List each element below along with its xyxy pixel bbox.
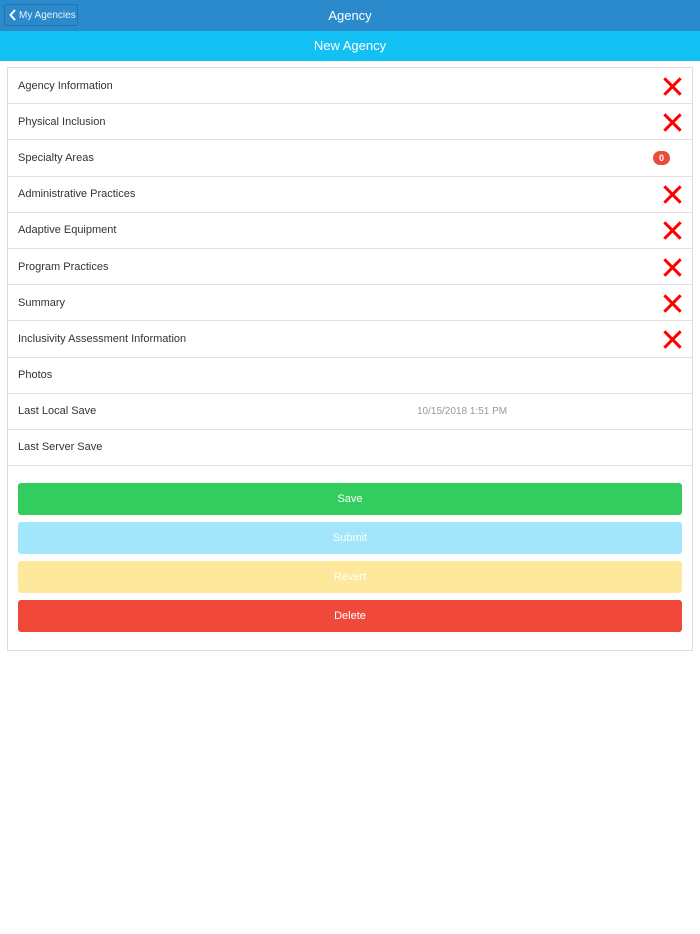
row-value: 10/15/2018 1:51 PM [417,405,508,417]
row-physical-inclusion[interactable] [8,104,692,140]
row-label: Agency Information [18,79,113,92]
row-last-server-save[interactable] [8,430,692,466]
row-last-local-save[interactable] [8,394,692,430]
row-photos[interactable] [8,358,692,394]
x-icon [662,257,682,277]
x-icon [662,293,682,313]
row-specialty-areas[interactable] [8,140,692,176]
x-icon [662,76,682,96]
x-icon [662,184,682,204]
x-icon [662,329,682,349]
row-label: Program Practices [18,260,109,273]
row-inclusivity-assessment-information[interactable] [8,321,692,357]
row-label: Physical Inclusion [18,115,106,128]
x-icon [662,220,682,240]
page-title: Agency [328,8,372,23]
row-summary[interactable] [8,285,692,321]
x-icon [662,112,682,132]
sub-header: New Agency [0,31,700,61]
row-adaptive-equipment[interactable] [8,213,692,249]
revert-button[interactable]: Revert [18,561,682,593]
row-label: Administrative Practices [18,188,136,201]
row-label: Last Local Save [18,405,97,418]
row-administrative-practices[interactable] [8,177,692,213]
save-button[interactable]: Save [18,483,682,515]
row-program-practices[interactable] [8,249,692,285]
delete-button[interactable]: Delete [18,600,682,632]
navigation-bar [0,0,700,31]
count-badge: 0 [653,151,670,165]
row-label: Summary [18,296,66,309]
row-agency-information[interactable] [8,68,692,104]
back-label: My Agencies [19,9,76,21]
row-label: Photos [18,369,53,382]
row-label: Last Server Save [18,441,103,454]
row-label: Specialty Areas [18,151,94,164]
submit-button[interactable]: Submit [18,522,682,554]
agency-panel [7,67,693,651]
row-label: Adaptive Equipment [18,224,117,237]
row-label: Inclusivity Assessment Information [18,332,187,345]
